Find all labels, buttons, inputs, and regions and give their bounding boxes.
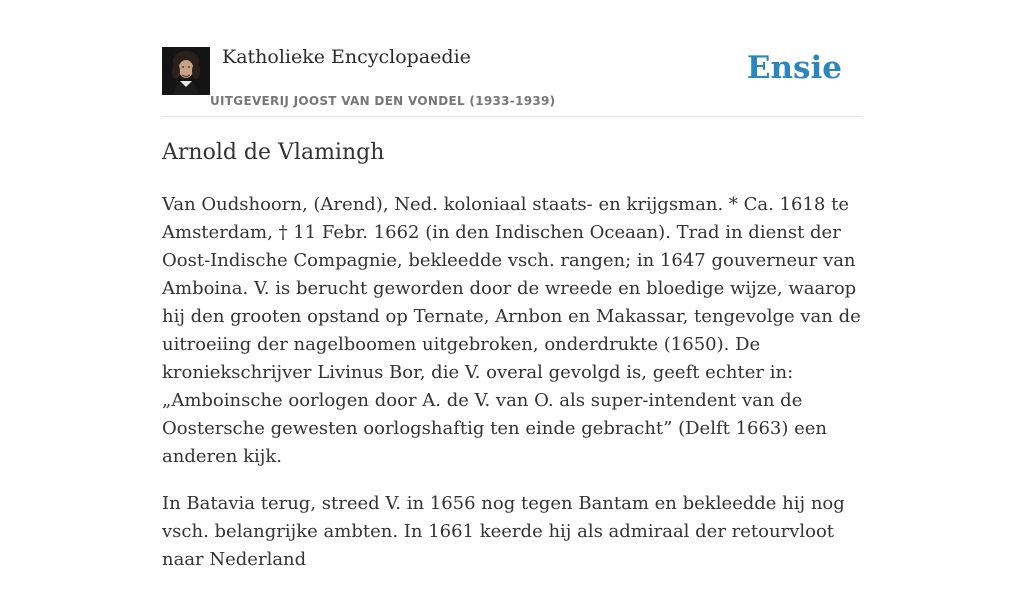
site-header: [162, 40, 862, 117]
book-title[interactable]: Katholieke Encyclopaedie: [222, 46, 471, 68]
entry-body: [162, 191, 862, 593]
entry-paragraph: Van Oudshoorn, (Arend), Ned. koloniaal staats- en krijgsman. * Ca. 1618 te Amsterdam, † 11 Febr. 1662 (in den Indischen Oceaan). Trad in dienst der Oost-Indische Compagnie, bekleedde vsch. rangen; in 1647 gouverneur van Amboina. V. is berucht geworden door de wreede en bloedige wijze, waarop hij den grooten opstand op Ternate, Arnbon en Makassar, tengevolge van de uitroeiing der nagelboomen uitgebroken, onderdrukte (1650). De kroniekschrijver Livinus Bor, die V. overal gevolgd is, geeft echter in: „Amboinsche oorlogen door A. de V. van O. als super-intendent van de Oostersche gewesten oorlogshaftig ten einde gebracht” (Delft 1663) een anderen kijk.: [162, 194, 861, 467]
publisher-label: UITGEVERIJ JOOST VAN DEN VONDEL (1933-1939): [210, 94, 556, 108]
entry-title: Arnold de Vlamingh: [162, 140, 385, 165]
ensie-logo[interactable]: Ensie: [746, 50, 842, 86]
entry-paragraph: In Batavia terug, streed V. in 1656 nog tegen Bantam en bekleedde hij nog vsch. belangrijke ambten. In 1661 keerde hij als admiraal der retourvloot naar Nederland: [162, 493, 845, 570]
portrait-avatar-icon[interactable]: [162, 47, 210, 95]
